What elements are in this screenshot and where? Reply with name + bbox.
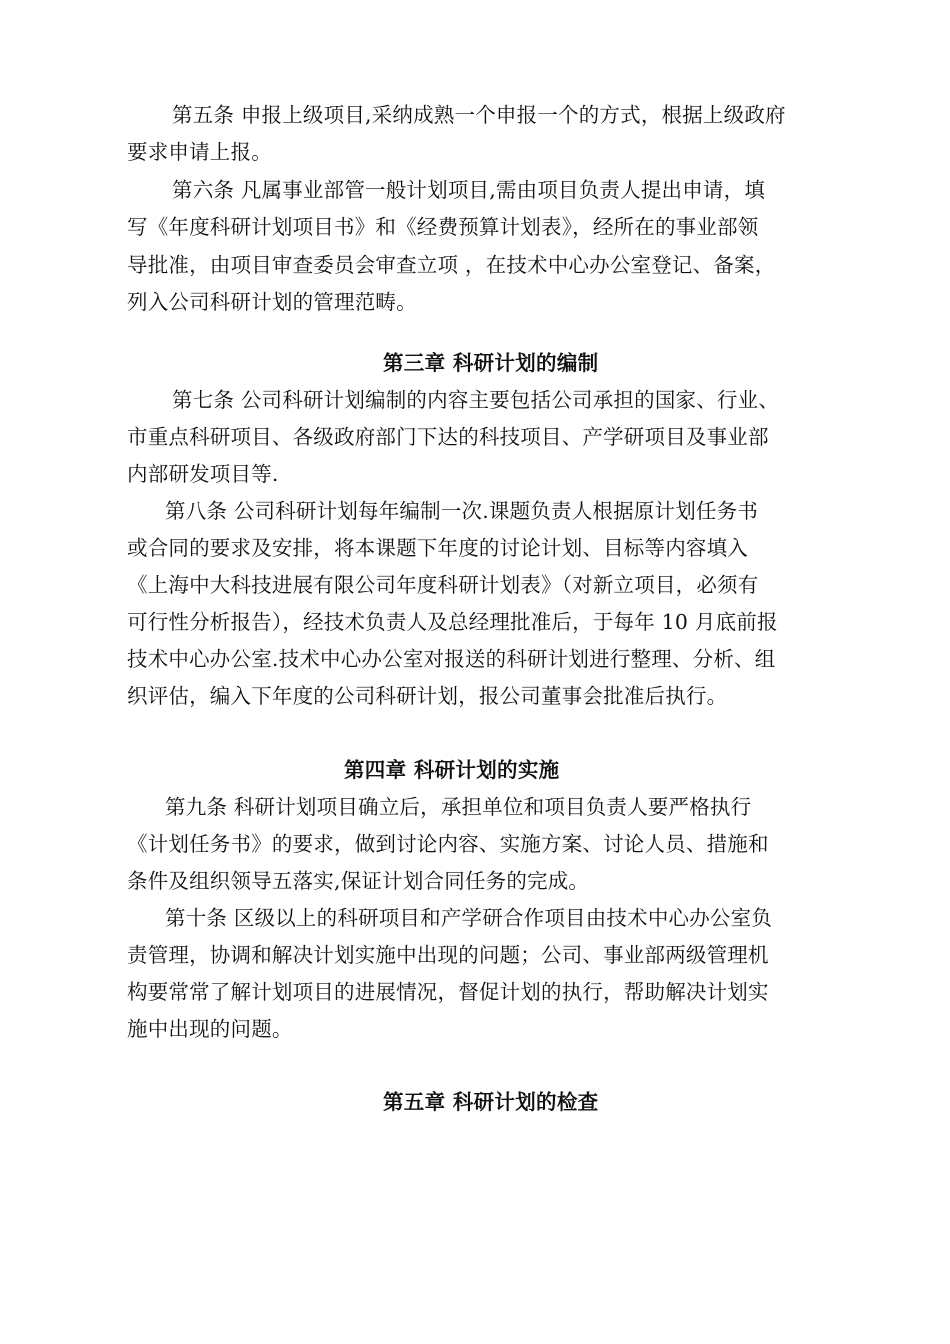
article-9-line-1: 第九条 科研计划项目确立后，承担单位和项目负责人要严格执行: [165, 795, 752, 819]
article-8-line-1: 第八条 公司科研计划每年编制一次.课题负责人根据原计划任务书: [165, 499, 759, 523]
article-6-line-2: 写《年度科研计划项目书》和《经费预算计划表》，经所在的事业部领: [127, 215, 759, 239]
article-8-line-3: 《上海中大科技进展有限公司年度科研计划表》（对新立项目，必须有: [127, 573, 759, 597]
article-7-line-3: 内部研发项目等.: [127, 462, 279, 486]
article-8-line-2: 或合同的要求及安排，将本课题下年度的讨论计划、目标等内容填入: [127, 536, 748, 560]
article-9-line-3: 条件及组织领导五落实,保证计划合同任务的完成。: [127, 869, 590, 893]
chapter-3-heading: 第三章 科研计划的编制: [383, 351, 599, 375]
article-8-line-6: 织评估，编入下年度的公司科研计划，报公司董事会批准后执行。: [127, 684, 728, 708]
article-5-line-1: 第五条 申报上级项目,采纳成熟一个申报一个的方式，根据上级政府: [172, 103, 786, 127]
article-6-line-4: 列入公司科研计划的管理范畴。: [127, 290, 417, 314]
chapter-5-heading: 第五章 科研计划的检查: [383, 1090, 599, 1114]
article-6-line-1: 第六条 凡属事业部管一般计划项目,需由项目负责人提出申请，填: [172, 178, 766, 202]
article-10-line-3: 构要常常了解计划项目的进展情况，督促计划的执行，帮助解决计划实: [127, 980, 769, 1004]
article-10-line-2: 责管理，协调和解决计划实施中出现的问题；公司、事业部两级管理机: [127, 943, 769, 967]
chapter-4-heading: 第四章 科研计划的实施: [344, 758, 560, 782]
article-10-line-4: 施中出现的问题。: [127, 1017, 293, 1041]
article-8-line-4: 可行性分析报告），经技术负责人及总经理批准后，于每年 10 月底前报: [127, 610, 778, 634]
article-7-line-2: 市重点科研项目、各级政府部门下达的科技项目、产学研项目及事业部: [127, 425, 769, 449]
article-9-line-2: 《计划任务书》的要求，做到讨论内容、实施方案、讨论人员、措施和: [127, 832, 769, 856]
article-5-line-2: 要求申请上报。: [127, 140, 272, 164]
article-6-line-3: 导批准，由项目审查委员会审查立项 ，在技术中心办公室登记、备案，: [127, 253, 776, 277]
article-8-line-5: 技术中心办公室.技术中心办公室对报送的科研计划进行整理、分析、组: [127, 647, 776, 671]
article-10-line-1: 第十条 区级以上的科研项目和产学研合作项目由技术中心办公室负: [165, 906, 773, 930]
article-7-line-1: 第七条 公司科研计划编制的内容主要包括公司承担的国家、行业、: [172, 388, 780, 412]
